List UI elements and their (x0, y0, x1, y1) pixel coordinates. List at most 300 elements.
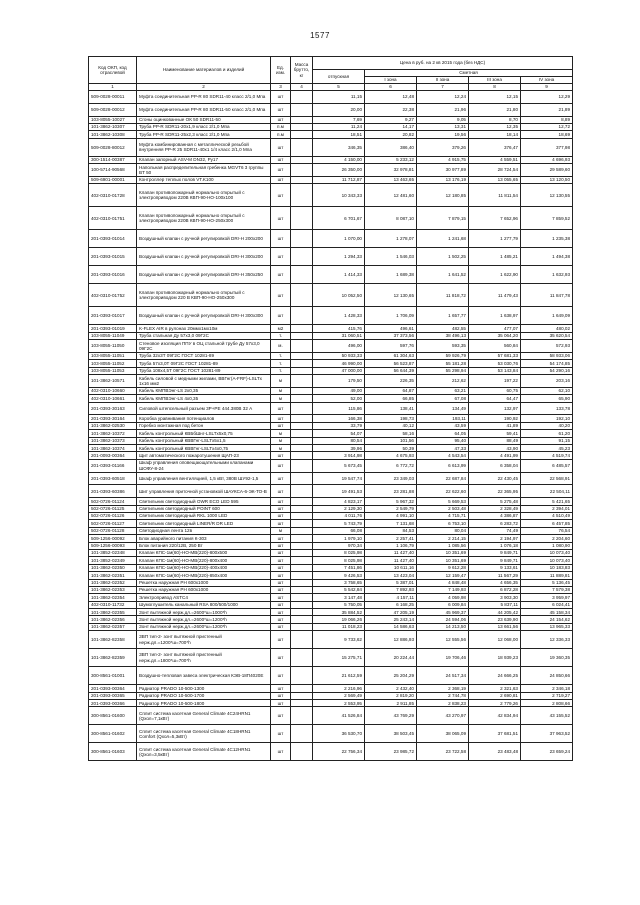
row-zone-3-price: 53 030,76 (469, 360, 521, 367)
row-zone-4-price: 1 235,38 (521, 230, 573, 248)
row-code: 502-0726-01126 (89, 512, 137, 519)
row-unit: м (271, 445, 291, 452)
table-row (89, 572, 573, 579)
table-row (89, 138, 573, 156)
row-name: Зонт вытяжной нерж.дл.=2600*ш=1200*h (137, 623, 271, 630)
row-zone-2-price: 193,11 (417, 415, 469, 422)
row-zone-4-price: 35 620,54 (521, 332, 573, 339)
row-zone-2-price: 43 270,97 (417, 707, 469, 725)
row-mass (291, 564, 313, 571)
row-zone-3-price: 23 639,90 (469, 616, 521, 623)
row-mass (291, 367, 313, 374)
row-zone-2-price: 2 368,19 (417, 685, 469, 692)
row-zone-2-price: 13,31 (417, 123, 469, 130)
row-zone-4-price: 3 959,97 (521, 594, 573, 601)
row-zone-2-price: 80,04 (417, 527, 469, 534)
row-code: 509-1256-00092 (89, 535, 137, 542)
row-zone-3-price: 28 724,54 (469, 164, 521, 177)
row-release-price: 52,00 (313, 395, 365, 402)
row-mass (291, 512, 313, 519)
table-row (89, 375, 573, 388)
row-zone-2-price: 379,26 (417, 138, 469, 156)
row-unit: шт (271, 248, 291, 266)
row-name: Муфта соединительная PP-R 80 SDR11-40 класс 2/1,0 Мпа (137, 91, 271, 104)
row-zone-2-price: 23 722,58 (417, 743, 469, 761)
table-row (89, 325, 573, 332)
table-row (89, 631, 573, 649)
header-zone-3: III зона (469, 77, 521, 84)
row-unit: м (271, 527, 291, 534)
row-zone-4-price: 12 130,55 (521, 184, 573, 207)
row-release-price: 11,15 (313, 91, 365, 104)
table-row (89, 692, 573, 699)
row-zone-1-price: 1 706,09 (365, 307, 417, 325)
row-mass (291, 472, 313, 485)
row-unit: шт (271, 415, 291, 422)
row-zone-4-price: 1 080,90 (521, 542, 573, 549)
row-release-price: 8 025,98 (313, 557, 365, 564)
row-name: Светильник светодиодный OWR ECO LED 595 (137, 498, 271, 505)
row-zone-3-price: 2 328,49 (469, 505, 521, 512)
row-zone-2-price: 12 159,47 (417, 572, 469, 579)
row-code: 300-8561-01600 (89, 707, 137, 725)
row-mass (291, 725, 313, 743)
row-zone-2-price: 4 915,75 (417, 156, 469, 163)
row-zone-3-price: 1 622,90 (469, 266, 521, 284)
row-mass (291, 743, 313, 761)
row-release-price: 66,08 (313, 527, 365, 534)
row-code: 300-8561-01602 (89, 725, 137, 743)
row-code: 201-0393-01015 (89, 248, 137, 266)
row-unit: шт (271, 207, 291, 230)
row-zone-4-price: 1 632,93 (521, 266, 573, 284)
row-zone-1-price: 12 130,65 (365, 284, 417, 307)
table-row (89, 123, 573, 130)
row-zone-4-price: 54 174,85 (521, 360, 573, 367)
table-row (89, 116, 573, 123)
row-name: Кабель контрольный КВВГнг-LSLTx4х0,75 (137, 445, 271, 452)
row-unit: шт (271, 485, 291, 498)
row-name: Труба 32х3Т 09Г2С ГОСТ 10281-89 (137, 352, 271, 359)
row-zone-1-price: 23 349,03 (365, 472, 417, 485)
row-mass (291, 594, 313, 601)
table-row (89, 91, 573, 104)
table-row (89, 352, 573, 359)
header-unit: Ед. изм. (271, 57, 291, 84)
row-name: Силовой штепсельный разъем 3P+PE 444.380В 32 А (137, 402, 271, 415)
row-unit: шт (271, 631, 291, 649)
row-zone-3-price: 21,80 (469, 103, 521, 116)
row-mass (291, 572, 313, 579)
row-unit: шт (271, 549, 291, 556)
table-row (89, 437, 573, 444)
row-zone-2-price: 47,33 (417, 445, 469, 452)
row-zone-1-price: 7 892,93 (365, 586, 417, 593)
row-zone-4-price: 2 346,18 (521, 685, 573, 692)
row-mass (291, 375, 313, 388)
table-row (89, 700, 573, 707)
row-zone-4-price: 192,10 (521, 415, 573, 422)
row-release-price: 46 990,00 (313, 360, 365, 367)
row-zone-4-price: 11 847,78 (521, 284, 573, 307)
row-zone-3-price: 11 811,54 (469, 184, 521, 207)
row-name: Электропривод АSTC4 (137, 594, 271, 601)
row-code: 201-0393-00364 (89, 685, 137, 692)
row-mass (291, 609, 313, 616)
row-release-price: 1 294,33 (313, 248, 365, 266)
row-zone-1-price: 1 278,07 (365, 230, 417, 248)
row-zone-4-price: 21,89 (521, 103, 573, 116)
row-mass (291, 230, 313, 248)
table-row (89, 649, 573, 667)
row-zone-2-price: 6 613,99 (417, 459, 469, 472)
row-name: Воздушный клапан с ручной регулировкой DRr-H 300х300 (137, 307, 271, 325)
row-release-price: 33,79 (313, 422, 365, 429)
row-zone-2-price: 67,08 (417, 395, 469, 402)
row-mass (291, 395, 313, 402)
table-row (89, 609, 573, 616)
table-row (89, 512, 573, 519)
row-zone-1-price: 2 549,79 (365, 505, 417, 512)
row-release-price: 11 712,87 (313, 176, 365, 183)
row-zone-2-price: 10 351,69 (417, 549, 469, 556)
row-zone-1-price: 32 978,81 (365, 164, 417, 177)
row-release-price: 7,69 (313, 116, 365, 123)
table-row (89, 594, 573, 601)
row-zone-1-price: 9,27 (365, 116, 417, 123)
row-code: 101-3862-02352 (89, 579, 137, 586)
row-mass (291, 360, 313, 367)
row-code: 101-3862-82359 (89, 649, 137, 667)
row-zone-1-price: 5 967,32 (365, 498, 417, 505)
table-body (89, 91, 573, 761)
row-zone-3-price: 11 479,43 (469, 284, 521, 307)
row-zone-3-price: 23 483,48 (469, 743, 521, 761)
row-name: K-FLEX AIR в рулонах 20ммх1мх10м (137, 325, 271, 332)
row-name: Щит автоматического пожаротушения ЩАП-23 (137, 452, 271, 459)
row-zone-2-price: 13 176,19 (417, 176, 469, 183)
row-release-price: 1 979,10 (313, 535, 365, 542)
row-unit: шт (271, 138, 291, 156)
row-zone-3-price: 190,92 (469, 415, 521, 422)
row-release-price: 19 547,74 (313, 472, 365, 485)
row-mass (291, 649, 313, 667)
table-row (89, 743, 573, 761)
header-price-title: Цена в руб. на 2 кв 2015 года (без НДС) (313, 57, 573, 70)
row-zone-3-price: 5 837,11 (469, 601, 521, 608)
row-zone-4-price: 58 933,06 (521, 352, 573, 359)
row-mass (291, 91, 313, 104)
row-mass (291, 498, 313, 505)
row-zone-4-price: 12 336,33 (521, 631, 573, 649)
row-zone-1-price: 1 689,38 (365, 266, 417, 284)
price-table (88, 56, 573, 761)
row-name: Стеновое изоляция ППУ в ОЦ стальной трубе Ду 57х3,0 09Г2С (137, 340, 271, 353)
row-release-price: 36 530,70 (313, 725, 365, 743)
row-zone-4-price: 45,23 (521, 445, 573, 452)
table-row (89, 184, 573, 207)
row-zone-1-price: 20,82 (365, 131, 417, 138)
row-zone-3-price: 60,75 (469, 387, 521, 394)
row-zone-3-price: 13 055,65 (469, 176, 521, 183)
row-zone-2-price: 134,49 (417, 402, 469, 415)
row-unit: шт (271, 422, 291, 429)
header-release: отпускная (313, 70, 365, 84)
row-unit: шт (271, 472, 291, 485)
row-zone-2-price: 1 085,56 (417, 542, 469, 549)
row-code: 101-3862-02530 (89, 422, 137, 429)
row-unit: шт (271, 505, 291, 512)
row-code: 201-0393-60518 (89, 472, 137, 485)
row-unit: т. (271, 367, 291, 374)
table-row (89, 360, 573, 367)
table-row (89, 230, 573, 248)
row-mass (291, 700, 313, 707)
row-code: 300-8561-01001 (89, 667, 137, 685)
row-zone-2-price: 59 926,79 (417, 352, 469, 359)
row-unit: шт (271, 692, 291, 699)
row-mass (291, 685, 313, 692)
row-zone-2-price: 4 059,98 (417, 594, 469, 601)
row-zone-4-price: 12,72 (521, 123, 573, 130)
row-zone-1-price: 7 131,68 (365, 520, 417, 527)
row-name: Напольная распределительная гребенка MGVT6 3 группы BT 50 (137, 164, 271, 177)
row-zone-3-price: 74,49 (469, 527, 521, 534)
column-number: 6 (365, 84, 417, 91)
row-name: Блок питания 220/12В, 250 Вт (137, 542, 271, 549)
row-zone-4-price: 65,90 (521, 395, 573, 402)
row-zone-3-price: 2 194,97 (469, 535, 521, 542)
row-zone-4-price: 23 659,24 (521, 743, 573, 761)
row-release-price: 5 750,05 (313, 601, 365, 608)
row-zone-4-price: 5 136,45 (521, 579, 573, 586)
header-estimate: Сметная (365, 70, 573, 77)
row-zone-2-price: 2 503,48 (417, 505, 469, 512)
row-zone-3-price: 6 872,28 (469, 586, 521, 593)
row-zone-1-price: 37 373,56 (365, 332, 417, 339)
row-mass (291, 430, 313, 437)
row-zone-2-price: 22 622,60 (417, 485, 469, 498)
row-code: 402-0310-11732 (89, 601, 137, 608)
row-code: 103-8055-11052 (89, 360, 137, 367)
row-zone-4-price: 6 024,41 (521, 601, 573, 608)
table-row (89, 415, 573, 422)
row-code: 100-5714-90568 (89, 164, 137, 177)
table-row (89, 505, 573, 512)
row-release-price: 41 526,84 (313, 707, 365, 725)
row-zone-1-price: 4 157,11 (365, 594, 417, 601)
row-zone-1-price: 8 087,10 (365, 207, 417, 230)
row-zone-3-price: 560,84 (469, 340, 521, 353)
row-name: Клапан противопожарный нормально открытый с электроприводом 220В КВП-90-НО-250х300 (137, 207, 271, 230)
table-row (89, 307, 573, 325)
row-zone-3-price: 12 068,00 (469, 631, 521, 649)
row-zone-3-price: 59,41 (469, 430, 521, 437)
row-zone-1-price: 6 772,72 (365, 459, 417, 472)
table-row (89, 248, 573, 266)
row-zone-3-price: 4 656,35 (469, 579, 521, 586)
row-zone-3-price: 2 321,63 (469, 685, 521, 692)
row-zone-4-price: 1 649,09 (521, 307, 573, 325)
row-unit: м (271, 430, 291, 437)
row-release-price: 9 426,53 (313, 572, 365, 579)
row-zone-2-price: 7 879,15 (417, 207, 469, 230)
row-name: Радиатор PRADO 10-500-1800 (137, 700, 271, 707)
row-zone-3-price: 477,07 (469, 325, 521, 332)
table-row (89, 601, 573, 608)
row-mass (291, 402, 313, 415)
row-zone-1-price: 23 281,88 (365, 485, 417, 498)
row-name: Воздушный клапан с ручной регулировкой DRr-H 350х250 (137, 266, 271, 284)
row-unit: шт (271, 103, 291, 116)
row-zone-2-price: 43,59 (417, 422, 469, 429)
row-unit: шт (271, 266, 291, 284)
row-zone-3-price: 88,49 (469, 437, 521, 444)
row-zone-3-price: 4 386,87 (469, 512, 521, 519)
row-zone-3-price: 12,15 (469, 91, 521, 104)
row-zone-3-price: 18,14 (469, 131, 521, 138)
row-zone-2-price: 45 969,37 (417, 609, 469, 616)
row-unit: шт (271, 586, 291, 593)
row-release-price: 496,00 (313, 340, 365, 353)
row-zone-3-price: 9 849,71 (469, 557, 521, 564)
row-name: Клапан КПС-1м(60)-НО-МВ(220)-800х500 (137, 549, 271, 556)
header-code: Код ОКП, код отраслевой (89, 57, 137, 84)
row-zone-3-price: 7 652,96 (469, 207, 521, 230)
row-release-price: 3 147,48 (313, 594, 365, 601)
row-mass (291, 116, 313, 123)
table-row (89, 395, 573, 402)
row-zone-3-price: 4 559,51 (469, 156, 521, 163)
row-unit: шт (271, 230, 291, 248)
row-unit: т. (271, 352, 291, 359)
row-mass (291, 422, 313, 429)
row-zone-1-price: 56 523,87 (365, 360, 417, 367)
row-name: ЗВП тип-2- зонт вытяжной пристенный нерж.дл.=1200*ш=700*h (137, 631, 271, 649)
table-row (89, 176, 573, 183)
row-zone-1-price: 226,35 (365, 375, 417, 388)
row-zone-1-price: 66,85 (365, 395, 417, 402)
row-name: Муфта комбинированная с металлической резьбой внутренняя PP-R 25 SDR11-40х1 1/4 класс 2/1,0 Мпа (137, 138, 271, 156)
row-name: Труба 57х3,0Т 09Г2С ГОСТ 10281-89 (137, 360, 271, 367)
row-unit: шт (271, 601, 291, 608)
row-zone-3-price: 41,89 (469, 422, 521, 429)
row-zone-3-price: 9 133,61 (469, 564, 521, 571)
row-release-price: 2 129,30 (313, 505, 365, 512)
row-mass (291, 549, 313, 556)
row-zone-4-price: 7 579,38 (521, 586, 573, 593)
row-release-price: 415,76 (313, 325, 365, 332)
row-zone-1-price: 1 546,03 (365, 248, 417, 266)
row-code: 509-0028-00011 (89, 91, 137, 104)
row-mass (291, 138, 313, 156)
table-row (89, 207, 573, 230)
row-mass (291, 415, 313, 422)
row-name: Светильник светодиодный LINER/R DR LED (137, 520, 271, 527)
row-mass (291, 445, 313, 452)
row-unit: шт (271, 164, 291, 177)
row-zone-4-price: 29 589,60 (521, 164, 573, 177)
row-code: 300-8561-01603 (89, 743, 137, 761)
row-zone-2-price: 6 753,10 (417, 520, 469, 527)
row-unit: шт (271, 520, 291, 527)
row-name: Горебко монтажная под бетон (137, 422, 271, 429)
row-name: Шкаф управления вентиляцией, 1,5 кВт, 380В ШУ92-1,5 (137, 472, 271, 485)
table-row (89, 131, 573, 138)
row-zone-1-price: 2 911,85 (365, 700, 417, 707)
row-unit: шт (271, 116, 291, 123)
row-release-price: 10 052,50 (313, 284, 365, 307)
row-zone-3-price: 13 661,56 (469, 623, 521, 630)
row-name: Клапан противопожарный нормально открытый с электроприводом 220 В КВП-90-НО-250х300 (137, 284, 271, 307)
row-zone-1-price: 11 427,40 (365, 549, 417, 556)
row-zone-3-price: 1 638,97 (469, 307, 521, 325)
row-unit: п.м (271, 131, 291, 138)
row-zone-4-price: 62,10 (521, 387, 573, 394)
row-zone-3-price: 37 681,51 (469, 725, 521, 743)
row-name: Клапан запорный ASV-M DN32, Ру17 (137, 156, 271, 163)
row-name: Контроллер теплых полов VT.K100 (137, 176, 271, 183)
row-zone-4-price: 24 850,66 (521, 667, 573, 685)
header-zone-1: I зона (365, 77, 417, 84)
row-unit: т. (271, 332, 291, 339)
row-zone-1-price: 38 503,45 (365, 725, 417, 743)
row-release-price: 5 542,84 (313, 586, 365, 593)
row-zone-4-price: 572,93 (521, 340, 573, 353)
row-unit: шт (271, 623, 291, 630)
row-release-price: 9 733,62 (313, 631, 365, 649)
row-zone-3-price: 44 205,42 (469, 609, 521, 616)
row-code: 201-0393-30164 (89, 415, 137, 422)
header-zone-2: II зона (417, 77, 469, 84)
row-zone-4-price: 5 421,65 (521, 498, 573, 505)
row-code: 101-3862-02357 (89, 623, 137, 630)
table-row (89, 520, 573, 527)
row-unit: шт (271, 402, 291, 415)
row-mass (291, 207, 313, 230)
row-release-price: 26 350,00 (313, 164, 365, 177)
row-unit: шт (271, 498, 291, 505)
row-mass (291, 586, 313, 593)
row-zone-1-price: 12 886,93 (365, 631, 417, 649)
table-row (89, 542, 573, 549)
row-zone-1-price: 12 481,60 (365, 184, 417, 207)
row-zone-3-price: 5 275,48 (469, 498, 521, 505)
row-zone-3-price: 6 358,04 (469, 459, 521, 472)
table-row (89, 445, 573, 452)
row-zone-1-price: 25 243,14 (365, 616, 417, 623)
row-release-price: 5 743,79 (313, 520, 365, 527)
row-mass (291, 131, 313, 138)
row-release-price: 19 491,53 (313, 485, 365, 498)
row-name: Труба 108х4,5Т 09Г2С ГОСТ 10281-89 (137, 367, 271, 374)
row-unit: шт (271, 579, 291, 586)
row-code: 201-0393-01166 (89, 459, 137, 472)
row-zone-1-price: 138,41 (365, 402, 417, 415)
row-zone-4-price: 10 183,83 (521, 564, 573, 571)
row-unit: шт (271, 542, 291, 549)
row-zone-3-price: 53 143,84 (469, 367, 521, 374)
row-mass (291, 437, 313, 444)
table-row (89, 430, 573, 437)
row-zone-1-price: 101,56 (365, 437, 417, 444)
row-code: 201-0393-00366 (89, 700, 137, 707)
row-zone-2-price: 22 687,84 (417, 472, 469, 485)
column-number: 9 (521, 84, 573, 91)
row-mass (291, 631, 313, 649)
row-name: Клапан КПС-1м(60)-НО-МВ(220)-850х400 (137, 572, 271, 579)
row-code: 201-0093-00364 (89, 452, 137, 459)
